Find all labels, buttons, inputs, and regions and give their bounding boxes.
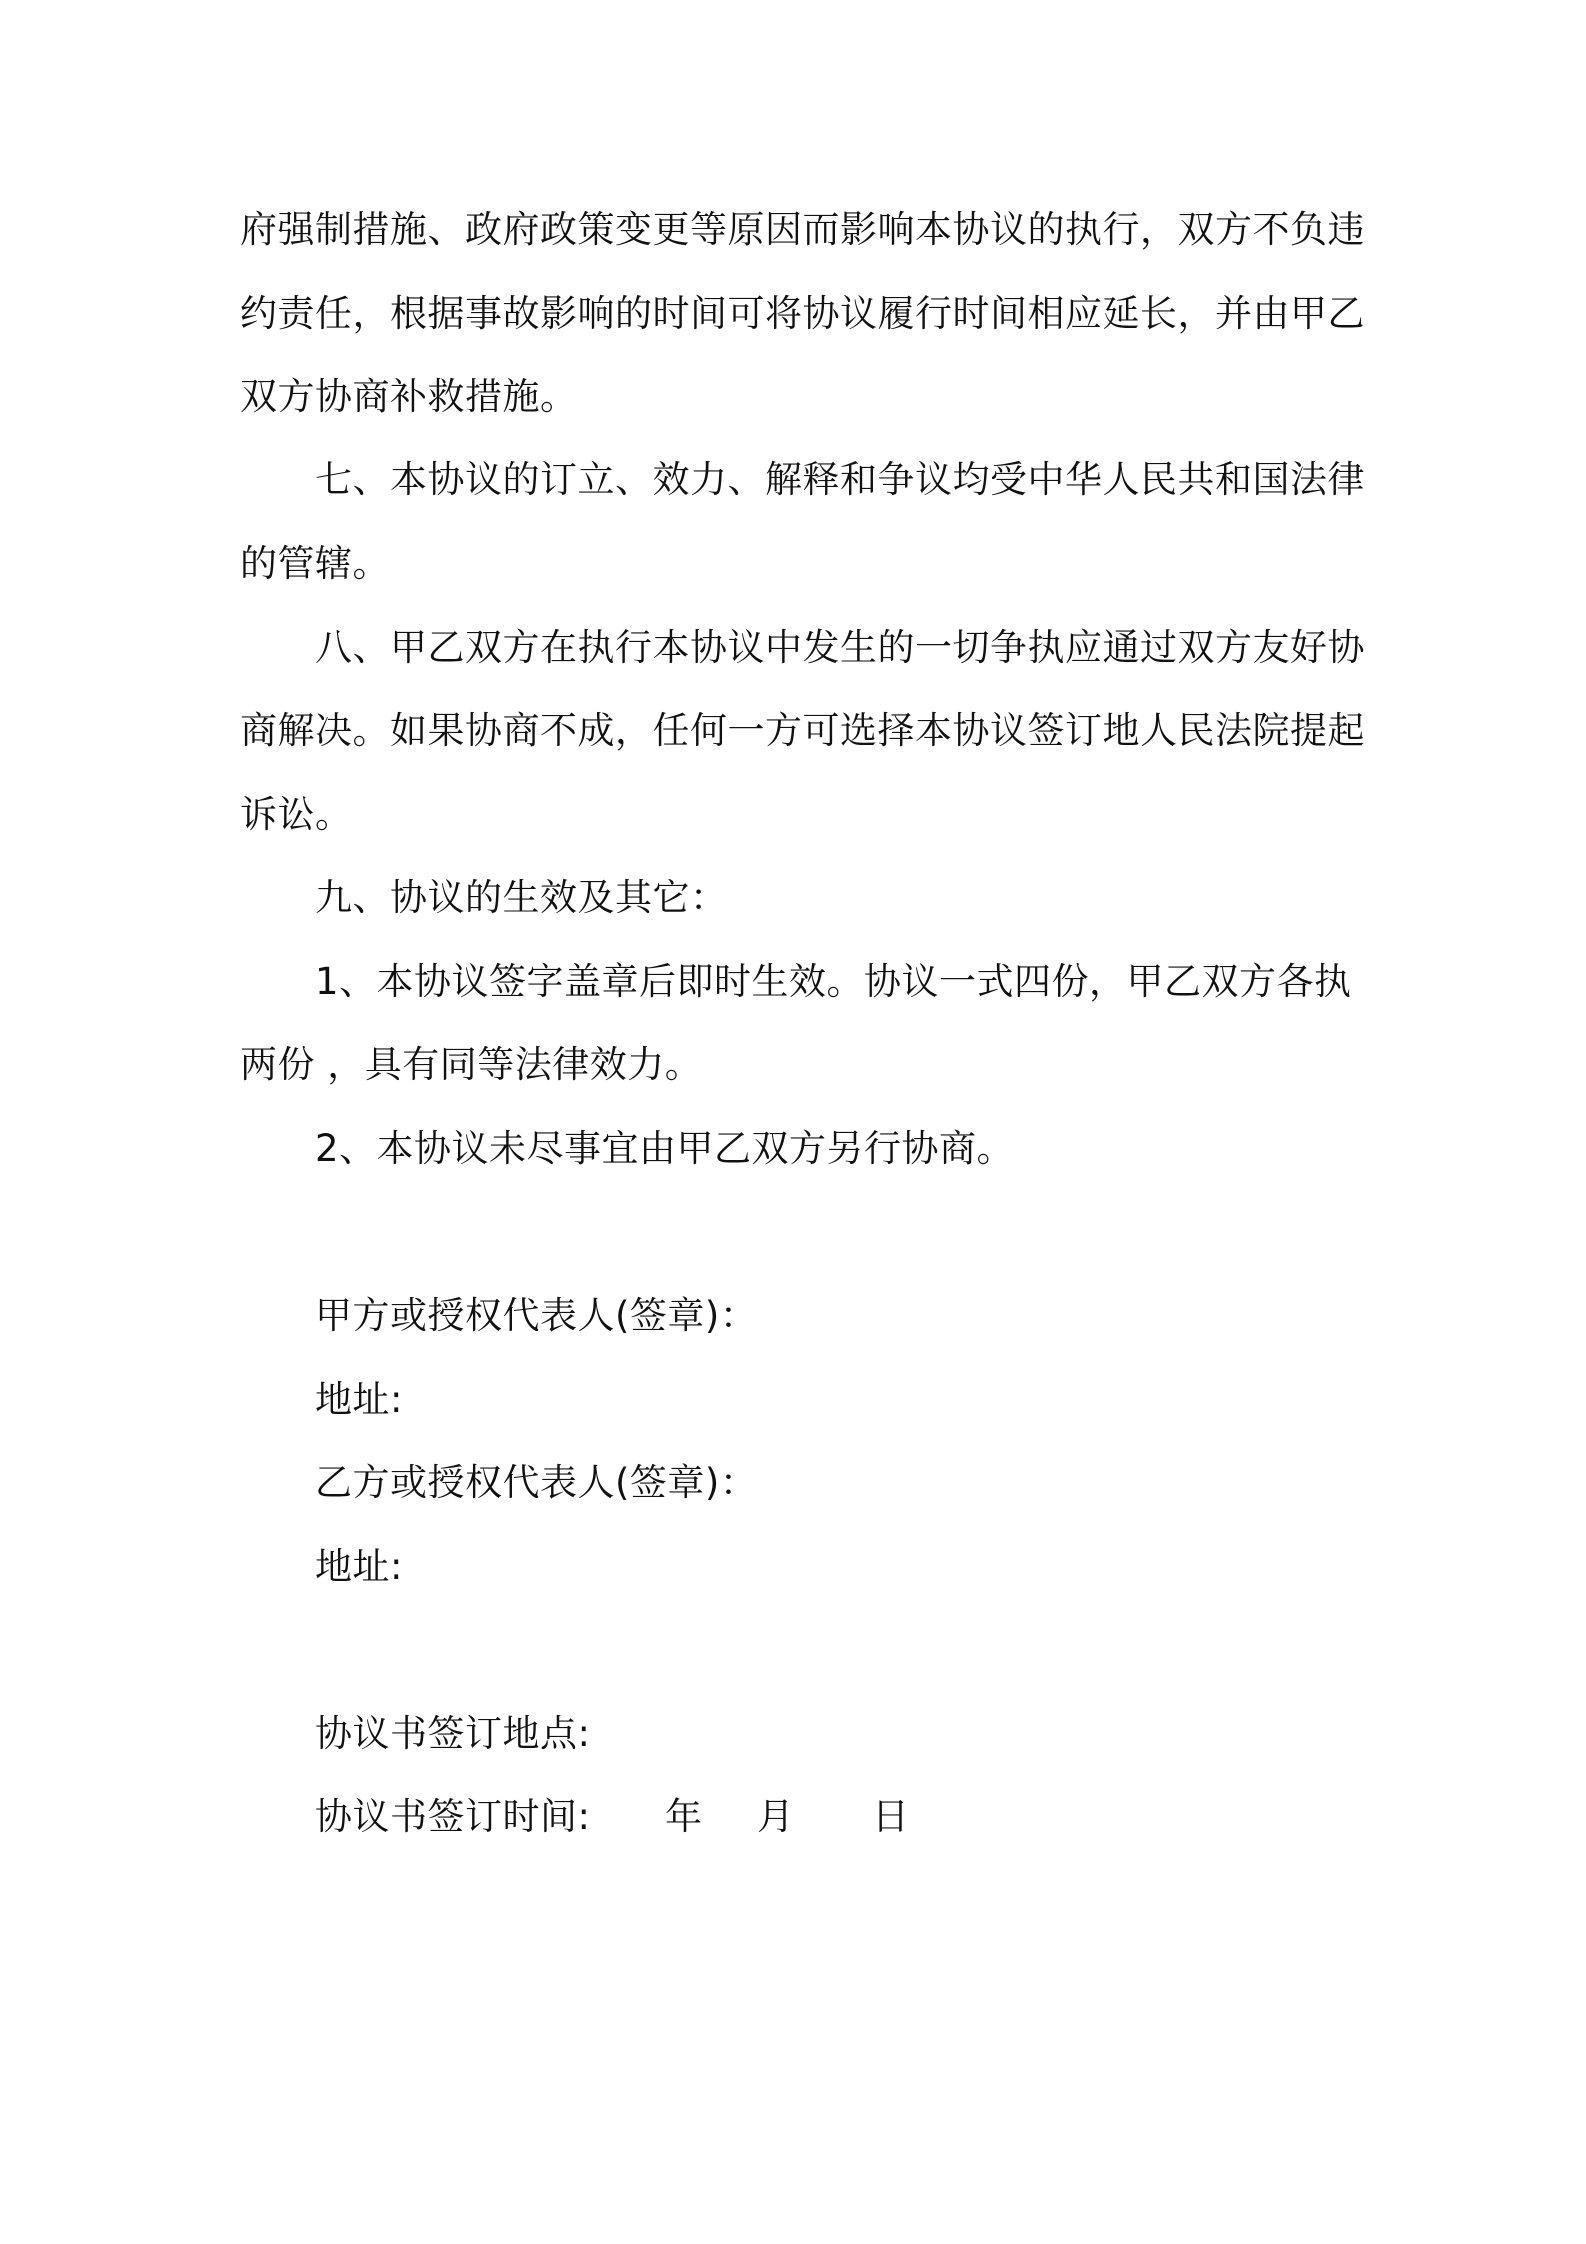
clause-9-item-2: 2、本协议未尽事宜由甲乙双方另行协商。 bbox=[315, 1127, 1015, 1170]
signing-place-label: 协议书签订地点: bbox=[315, 1712, 591, 1755]
clause-9-item-1-line-1: 1、本协议签字盖章后即时生效。协议一式四份，甲乙双方各执 bbox=[315, 960, 1352, 1003]
clause-7-line-1: 七、本协议的订立、效力、解释和争议均受中华人民共和国法律 bbox=[315, 458, 1365, 501]
clause-8-line-1: 八、甲乙双方在执行本协议中发生的一切争执应通过双方友好协 bbox=[315, 626, 1365, 669]
force-majeure-line-2: 约责任，根据事故影响的时间可将协议履行时间相应延长，并由甲乙 bbox=[240, 292, 1365, 335]
force-majeure-line-1: 府强制措施、政府政策变更等原因而影响本协议的执行，双方不负违 bbox=[240, 208, 1365, 251]
party-b-address-label: 地址: bbox=[315, 1545, 403, 1588]
clause-8-line-2: 商解决。如果协商不成，任何一方可选择本协议签订地人民法院提起 bbox=[240, 709, 1365, 752]
party-b-signature-label: 乙方或授权代表人(签章)： bbox=[315, 1461, 758, 1504]
party-a-signature-label: 甲方或授权代表人(签章)： bbox=[315, 1294, 758, 1337]
force-majeure-line-3: 双方协商补救措施。 bbox=[240, 375, 578, 418]
clause-9-heading: 九、协议的生效及其它： bbox=[315, 876, 728, 919]
party-a-address-label: 地址: bbox=[315, 1378, 403, 1421]
signing-time-label: 协议书签订时间: bbox=[315, 1795, 591, 1838]
signing-day-label: 日 bbox=[872, 1795, 909, 1838]
clause-8-line-3: 诉讼。 bbox=[240, 793, 353, 836]
clause-9-item-1-line-2: 两份 ，具有同等法律效力。 bbox=[240, 1043, 703, 1086]
signing-month-label: 月 bbox=[757, 1795, 794, 1838]
clause-7-line-2: 的管辖。 bbox=[240, 542, 390, 585]
signing-year-label: 年 bbox=[665, 1795, 702, 1838]
